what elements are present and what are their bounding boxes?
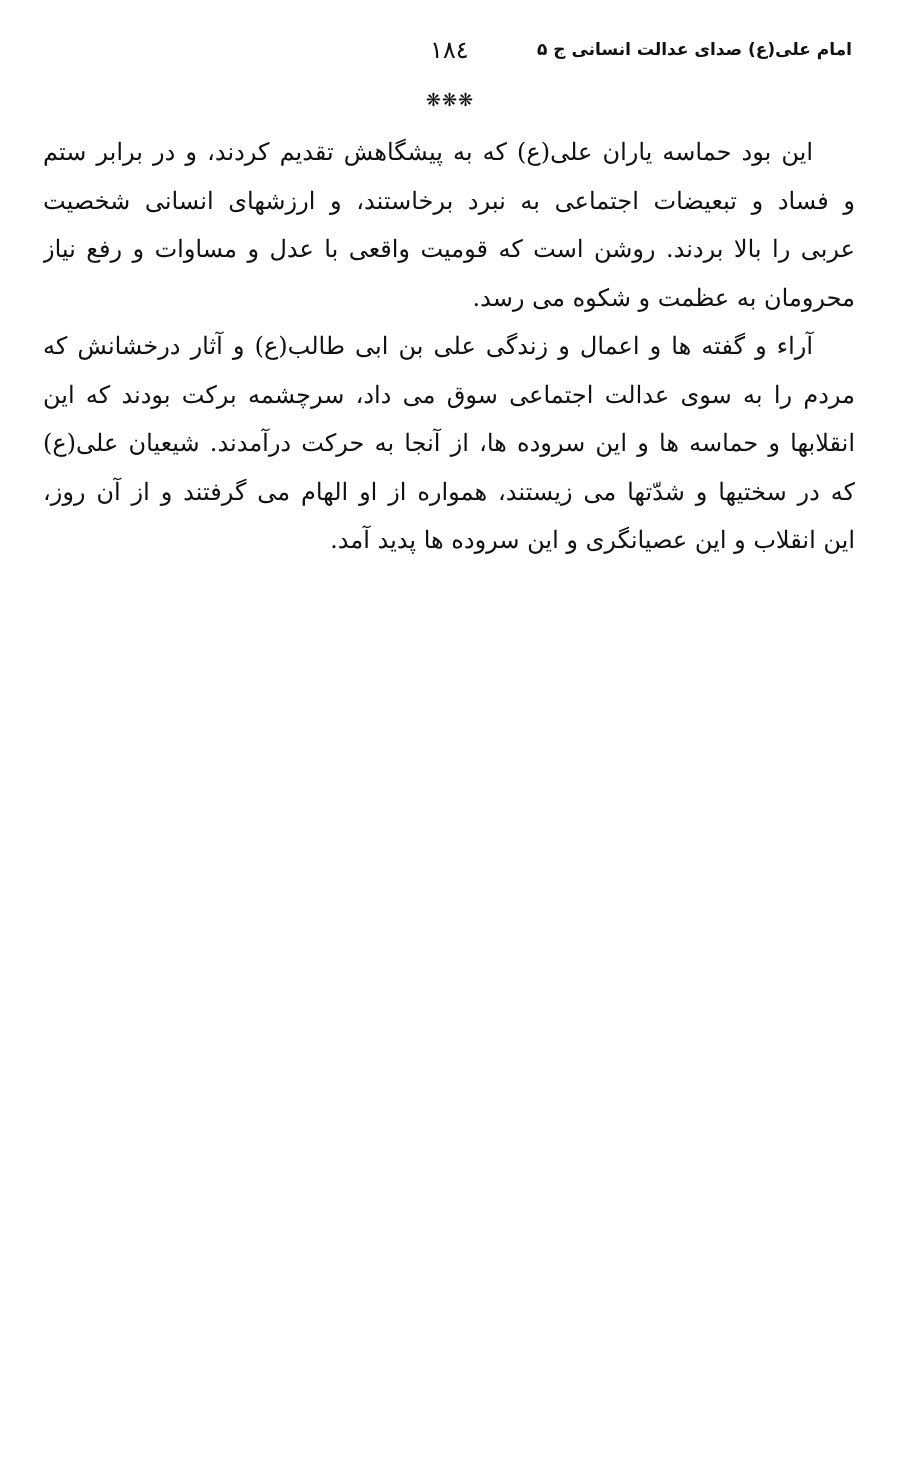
- text-line: آراء و گفته ها و اعمال و زندگی علی بن ابی طالب(ع) و آثار درخشانش که: [43, 332, 813, 360]
- text-line: این انقلاب و این عصیانگری و این سروده ها پدید آمد.: [330, 526, 855, 554]
- body-text: [43, 128, 855, 565]
- page-header: [48, 36, 852, 76]
- text-line: و فساد و تبعیضات اجتماعی به نبرد برخاستند، و ارزشهای انسانی شخصیت: [43, 186, 855, 215]
- page-number: ۱۸٤: [430, 36, 469, 64]
- running-title: امام علی(ع) صدای عدالت انسانی ج ۵: [536, 40, 852, 60]
- text-line: مردم را به سوی عدالت اجتماعی سوق می داد، سرچشمه برکت بودند که این: [43, 380, 855, 409]
- text-line: که در سختیها و شدّتها می زیستند، همواره از او الهام می گرفتند و از آن روز،: [43, 477, 855, 506]
- text-line: انقلابها و حماسه ها و این سروده ها، از آنجا به حرکت درآمدند. شیعیان علی(ع): [43, 429, 855, 457]
- text-line: این بود حماسه یاران علی(ع) که به پیشگاهش تقدیم کردند، و در برابر ستم: [43, 138, 813, 166]
- text-line: محرومان به عظمت و شکوه می رسد.: [472, 283, 855, 312]
- text-line: عربی را بالا بردند. روشن است که قومیت واقعی با عدل و مساوات و رفع نیاز: [43, 235, 855, 263]
- paragraph: [43, 322, 855, 565]
- paragraph: [43, 128, 855, 322]
- section-separator: ❋❋❋: [425, 90, 475, 111]
